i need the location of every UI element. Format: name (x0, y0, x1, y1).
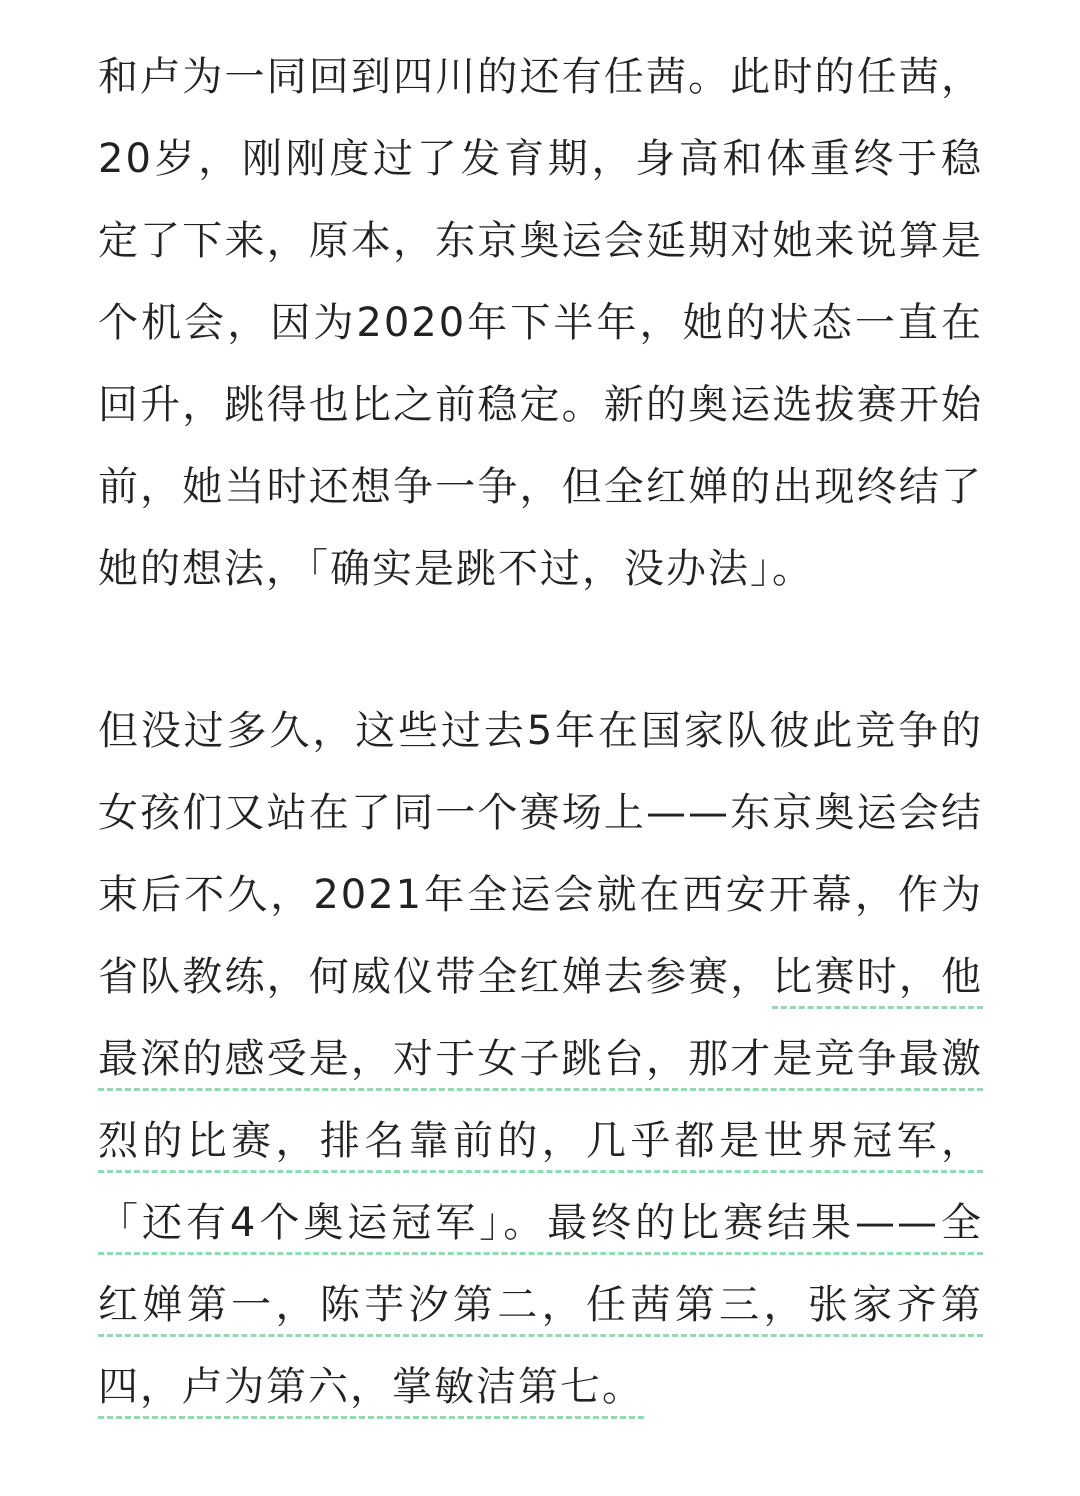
text-line (98, 772, 983, 854)
highlighted-text[interactable]: 烈的比赛，排名靠前的，几乎都是世界冠军， (98, 1118, 983, 1173)
text-line (98, 200, 983, 282)
text-line (98, 118, 983, 200)
highlighted-text[interactable]: 「还有4个奥运冠军」。最终的比赛结果——全 (98, 1200, 983, 1255)
text-line (98, 446, 983, 528)
text-line (98, 1182, 983, 1264)
highlighted-text[interactable]: 四，卢为第六，掌敏洁第七。 (98, 1364, 644, 1419)
highlighted-text[interactable]: 红婵第一，陈芋汐第二，任茜第三，张家齐第 (98, 1282, 983, 1337)
text-segment: 女孩们又站在了同一个赛场上——东京奥运会结 (98, 790, 983, 836)
text-line (98, 690, 983, 772)
text-line (98, 1264, 983, 1346)
text-line (98, 36, 983, 118)
text-line (98, 528, 983, 610)
text-segment: 个机会，因为2020年下半年，她的状态一直在 (98, 300, 983, 346)
text-segment: 她的想法，「确实是跳不过，没办法」。 (98, 546, 814, 592)
text-segment: 省队教练，何威仪带全红婵去参赛， (98, 954, 773, 1000)
text-line (98, 1346, 983, 1428)
text-segment: 20岁，刚刚度过了发育期，身高和体重终于稳 (98, 136, 983, 182)
text-line (98, 364, 983, 446)
text-segment: 和卢为一同回到四川的还有任茜。此时的任茜， (98, 54, 983, 100)
text-segment: 但没过多久，这些过去5年在国家队彼此竞争的 (98, 708, 983, 754)
text-line (98, 854, 983, 936)
text-segment: 定了下来，原本，东京奥运会延期对她来说算是 (98, 218, 983, 264)
text-segment: 回升，跳得也比之前稳定。新的奥运选拔赛开始 (98, 382, 983, 428)
text-line (98, 1018, 983, 1100)
text-line (98, 1100, 983, 1182)
text-segment: 前，她当时还想争一争，但全红婵的出现终结了 (98, 464, 983, 510)
highlighted-text[interactable]: 最深的感受是，对于女子跳台，那才是竞争最激 (98, 1036, 983, 1091)
text-segment: 束后不久，2021年全运会就在西安开幕，作为 (98, 872, 983, 918)
highlighted-text[interactable]: 比赛时，他 (772, 954, 983, 1009)
text-line (98, 282, 983, 364)
text-line (98, 936, 983, 1018)
